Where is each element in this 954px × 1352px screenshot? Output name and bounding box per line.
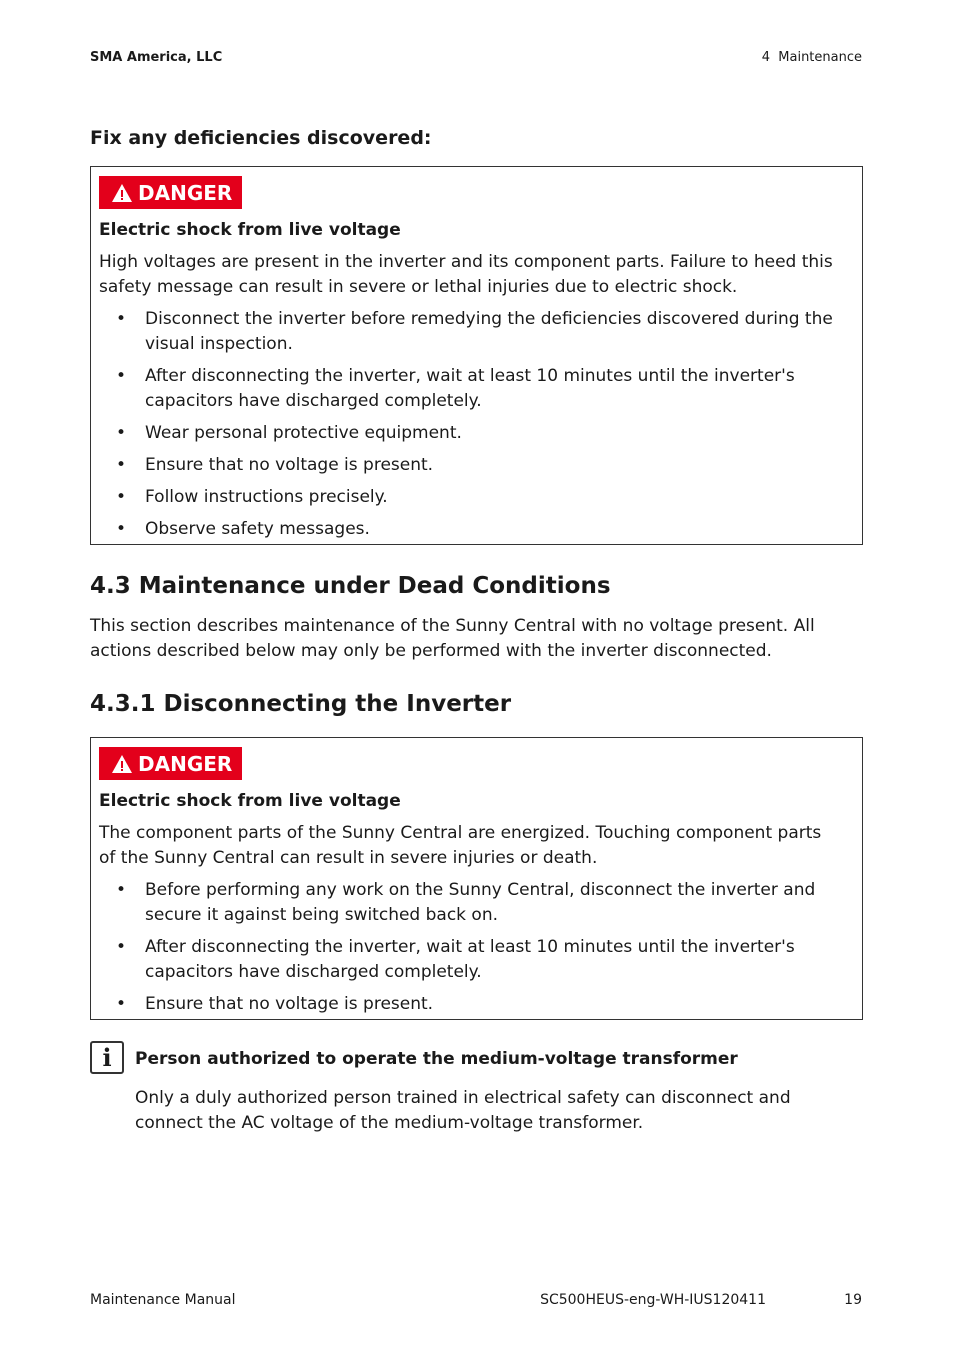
danger-label: DANGER bbox=[138, 751, 233, 776]
list-item: • Wear personal protective equipment. bbox=[99, 421, 859, 446]
list-item: • Observe safety messages. bbox=[99, 517, 859, 542]
fix-heading: Fix any deficiencies discovered: bbox=[90, 127, 432, 149]
list-item: • Follow instructions precisely. bbox=[99, 485, 859, 510]
header-company: SMA America, LLC bbox=[90, 50, 223, 65]
list-item: • After disconnecting the inverter, wait at least 10 minutes until the inverter's capacitors have discharged completely. bbox=[99, 364, 859, 414]
page-number: 19 bbox=[844, 1292, 862, 1308]
warning-triangle-icon bbox=[111, 754, 133, 774]
footer-doc-id: SC500HEUS-eng-WH-IUS120411 bbox=[540, 1292, 766, 1308]
danger-badge bbox=[99, 176, 242, 209]
footer-manual: Maintenance Manual bbox=[90, 1292, 236, 1308]
danger-title: Electric shock from live voltage bbox=[99, 220, 401, 240]
danger-bullets bbox=[99, 307, 859, 549]
danger-box-1 bbox=[90, 166, 863, 545]
info-text: Only a duly authorized person trained in electrical safety can disconnect and connect the AC voltage of the medium-voltage transformer. bbox=[135, 1088, 791, 1133]
section-text-4-3: This section describes maintenance of the Sunny Central with no voltage present. All actions described below may only be performed with the inverter disconnected. bbox=[90, 616, 815, 661]
danger-label: DANGER bbox=[138, 180, 233, 205]
list-item: • Ensure that no voltage is present. bbox=[99, 453, 859, 478]
danger-text: The component parts of the Sunny Central are energized. Touching component parts of the Sunny Central can result in severe injuries or death. bbox=[99, 823, 822, 868]
section-title-4-3-1: 4.3.1 Disconnecting the Inverter bbox=[90, 691, 512, 717]
info-icon: i bbox=[90, 1041, 124, 1074]
list-item: • Disconnect the inverter before remedying the deficiencies discovered during the visual inspection. bbox=[99, 307, 859, 357]
danger-badge bbox=[99, 747, 242, 780]
info-title: Person authorized to operate the medium-voltage transformer bbox=[135, 1049, 738, 1069]
list-item: • Before performing any work on the Sunny Central, disconnect the inverter and secure it against being switched back on. bbox=[99, 878, 859, 928]
warning-triangle-icon bbox=[111, 183, 133, 203]
danger-bullets bbox=[99, 878, 859, 1024]
danger-text: High voltages are present in the inverter and its component parts. Failure to heed this safety message can result in severe or lethal injuries due to electric shock. bbox=[99, 252, 833, 297]
danger-box-2 bbox=[90, 737, 863, 1020]
list-item: • After disconnecting the inverter, wait at least 10 minutes until the inverter's capacitors have discharged completely. bbox=[99, 935, 859, 985]
section-title-4-3: 4.3 Maintenance under Dead Conditions bbox=[90, 573, 611, 599]
list-item: • Ensure that no voltage is present. bbox=[99, 992, 859, 1017]
header-chapter: 4 Maintenance bbox=[761, 50, 862, 65]
danger-title: Electric shock from live voltage bbox=[99, 791, 401, 811]
